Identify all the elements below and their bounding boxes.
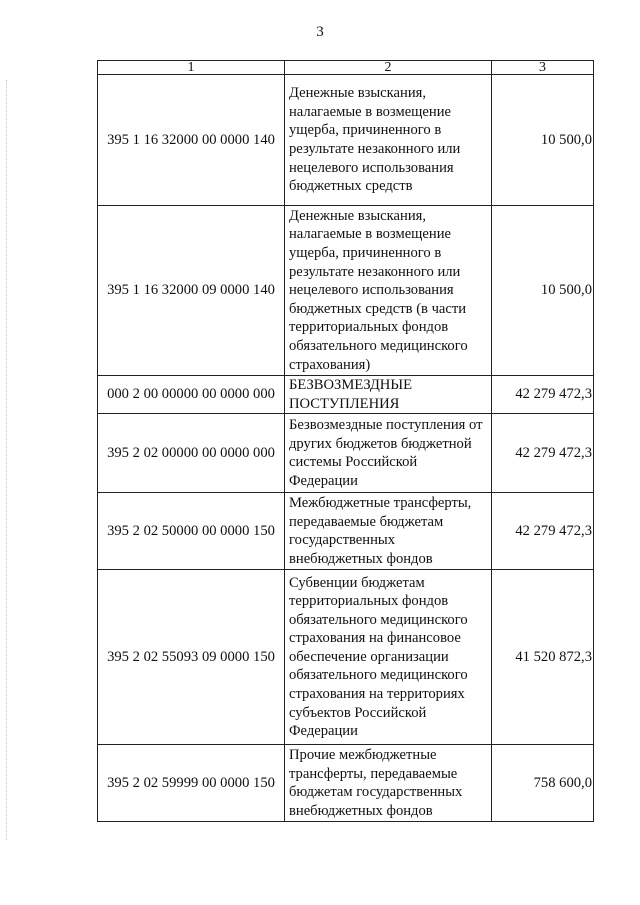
row-code: 395 1 16 32000 09 0000 140 [98,206,285,376]
table-row [98,745,594,822]
row-code: 395 2 02 55093 09 0000 150 [98,570,285,745]
row-code: 395 2 02 00000 00 0000 000 [98,414,285,493]
page-number: 3 [316,24,324,40]
row-code: 395 2 02 50000 00 0000 150 [98,493,285,570]
table-header-row [98,61,594,75]
row-name: Денежные взыскания, налагаемые в возмещение ущерба, причиненного в результате незаконного или нецелевого использования бюджетных средств [285,75,492,206]
row-sum: 41 520 872,3 [492,570,594,745]
header-col-2: 2 [285,61,492,75]
row-sum: 42 279 472,3 [492,493,594,570]
row-sum: 758 600,0 [492,745,594,822]
header-col-1: 1 [98,61,285,75]
row-name: Прочие межбюджетные трансферты, передаваемые бюджетам государственных внебюджетных фондов [285,745,492,822]
row-sum: 10 500,0 [492,206,594,376]
row-code: 395 1 16 32000 00 0000 140 [98,75,285,206]
table-row [98,570,594,745]
row-name: Субвенции бюджетам территориальных фондов обязательного медицинского страхования на финансовое обеспечение организации обязательного медицинского страхования на территориях субъектов Российской Федерации [285,570,492,745]
row-name: Денежные взыскания, налагаемые в возмещение ущерба, причиненного в результате незаконного или нецелевого использования бюджетных средств (в части территориальных фондов обязательного медицинского страхования) [285,206,492,376]
table-row [98,493,594,570]
row-sum: 42 279 472,3 [492,414,594,493]
header-col-3: 3 [492,61,594,75]
row-code: 000 2 00 00000 00 0000 000 [98,376,285,414]
row-sum: 10 500,0 [492,75,594,206]
budget-table [97,60,594,822]
table-row [98,414,594,493]
table-row [98,75,594,206]
row-name: Межбюджетные трансферты, передаваемые бюджетам государственных внебюджетных фондов [285,493,492,570]
row-sum: 42 279 472,3 [492,376,594,414]
table-row [98,376,594,414]
table-row [98,206,594,376]
row-name: БЕЗВОЗМЕЗДНЫЕ ПОСТУПЛЕНИЯ [285,376,492,414]
row-code: 395 2 02 59999 00 0000 150 [98,745,285,822]
margin-binding-marks [6,80,8,840]
row-name: Безвозмездные поступления от других бюджетов бюджетной системы Российской Федерации [285,414,492,493]
